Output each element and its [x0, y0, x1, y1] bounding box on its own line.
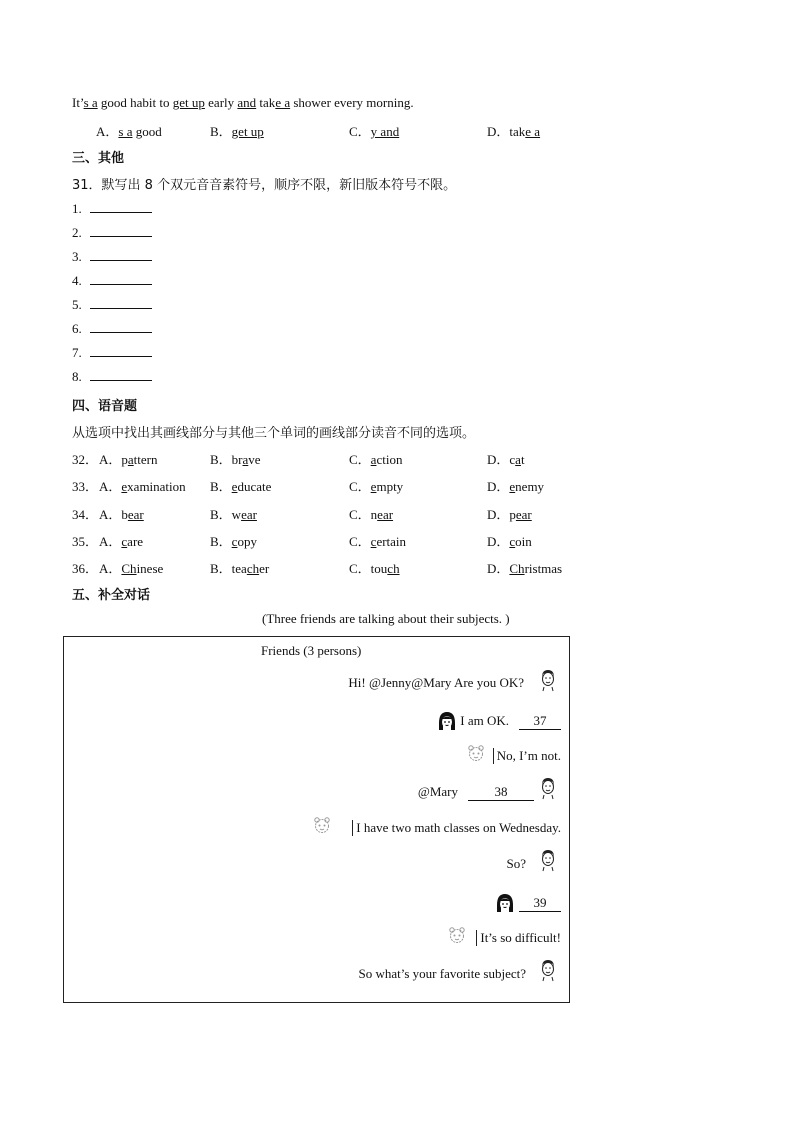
text: p: [509, 507, 516, 522]
q30-option-a[interactable]: [96, 121, 162, 140]
text: ttern: [133, 452, 158, 467]
option-letter: D．: [487, 507, 510, 522]
option-letter: A．: [99, 534, 122, 549]
message-1: [348, 675, 524, 691]
phonics-option[interactable]: [99, 504, 144, 523]
underlined-text: ear: [127, 507, 144, 522]
option-letter: C．: [349, 124, 371, 139]
text: ristmas: [524, 561, 563, 576]
text: p: [121, 452, 128, 467]
text: shower every morning.: [290, 95, 414, 110]
answer-blank[interactable]: [90, 322, 152, 333]
answer-blank-39[interactable]: 39: [519, 895, 561, 912]
option-letter: C．: [349, 479, 371, 494]
text: t: [520, 452, 525, 467]
answer-blank[interactable]: [90, 202, 152, 213]
option-letter: D．: [487, 534, 510, 549]
underlined-text: and: [237, 95, 257, 110]
message-9: [358, 966, 526, 982]
q30-option-b[interactable]: [210, 121, 264, 140]
option-letter: A．: [99, 452, 122, 467]
underlined-text: ear: [515, 507, 532, 522]
underlined-text: c: [121, 534, 128, 549]
message-text: @Mary: [417, 784, 458, 799]
option-letter: C．: [349, 534, 371, 549]
section-5-title: 五、补全对话: [72, 588, 151, 603]
option-letter: A．: [99, 507, 122, 522]
option-letter: A．: [96, 124, 119, 139]
answer-blank[interactable]: [90, 346, 152, 357]
underlined-text: c: [509, 534, 516, 549]
blank-number: 1.: [72, 201, 82, 216]
text: good: [132, 124, 162, 139]
underlined-text: c: [370, 534, 377, 549]
phonics-option[interactable]: [349, 558, 400, 577]
answer-blank[interactable]: [90, 226, 152, 237]
blank-row-5[interactable]: [72, 297, 152, 313]
phonics-option[interactable]: [487, 558, 562, 577]
message-5: [352, 820, 561, 836]
question-number: 32．: [72, 452, 99, 467]
underlined-text: c: [231, 534, 238, 549]
underlined-text: s a: [118, 124, 133, 139]
panda-avatar-icon: [448, 926, 466, 948]
phonics-option[interactable]: [349, 531, 406, 550]
section-4-instruction: 从选项中找出其画线部分与其他三个单词的画线部分读音不同的选项。: [72, 426, 476, 441]
q30-option-c[interactable]: [349, 121, 399, 140]
text: tak: [509, 124, 526, 139]
text: tak: [256, 95, 276, 110]
phonics-option[interactable]: [99, 531, 143, 550]
text: br: [231, 452, 243, 467]
blank-row-4[interactable]: [72, 273, 152, 289]
underlined-text: a: [127, 452, 134, 467]
text: tou: [370, 561, 388, 576]
answer-blank-38[interactable]: 38: [468, 784, 534, 801]
option-letter: B．: [210, 534, 232, 549]
q30-sentence: [72, 95, 414, 111]
option-letter: A．: [99, 561, 122, 576]
answer-blank[interactable]: [90, 370, 152, 381]
blank-number: 7.: [72, 345, 82, 360]
blank-row-6[interactable]: [72, 321, 152, 337]
option-letter: A．: [99, 479, 122, 494]
phonics-option[interactable]: [487, 476, 544, 495]
question-number: 33．: [72, 479, 99, 494]
underlined-text: ear: [377, 507, 394, 522]
text: inese: [136, 561, 164, 576]
blank-number: 8.: [72, 369, 82, 384]
underlined-text: e: [509, 479, 516, 494]
blank-number: 5.: [72, 297, 82, 312]
question-number: 34．: [72, 507, 99, 522]
text: xamination: [127, 479, 186, 494]
boy-avatar-icon: [539, 776, 557, 804]
q30-option-d[interactable]: [487, 121, 540, 140]
underlined-text: get up: [231, 124, 264, 139]
message-2: [460, 713, 561, 730]
text: It’: [72, 95, 84, 110]
option-letter: C．: [349, 507, 371, 522]
section-4-title: 四、语音题: [72, 399, 138, 414]
boy-avatar-icon: [539, 848, 557, 876]
option-letter: B．: [210, 124, 232, 139]
message-text: Hi! @Jenny@Mary Are you OK?: [348, 675, 524, 690]
message-text: No, I’m not.: [496, 748, 561, 763]
phonics-option[interactable]: [487, 504, 532, 523]
option-letter: D．: [487, 452, 510, 467]
message-7: [519, 895, 561, 912]
underlined-text: ch: [387, 561, 400, 576]
phonics-option[interactable]: [99, 476, 186, 495]
message-text: I am OK.: [460, 713, 509, 728]
text: oin: [515, 534, 532, 549]
text: early: [204, 95, 238, 110]
answer-blank[interactable]: [90, 298, 152, 309]
text: opy: [237, 534, 257, 549]
underlined-text: a: [515, 452, 521, 467]
option-letter: D．: [487, 124, 510, 139]
q31-question: 31．默写出 8 个双元音音素符号，顺序不限，新旧版本符号不限。: [72, 178, 457, 193]
option-letter: B．: [210, 479, 232, 494]
text: good habit to: [97, 95, 173, 110]
message-text: So?: [506, 856, 526, 871]
option-letter: D．: [487, 561, 510, 576]
dialogue-caption: (Three friends are talking about their subjects. ): [262, 611, 510, 626]
question-number: 35．: [72, 534, 99, 549]
text: c: [509, 452, 516, 467]
blank-number: 3.: [72, 249, 82, 264]
phonics-option[interactable]: [99, 558, 163, 577]
phonics-option[interactable]: [210, 558, 269, 577]
blank-row-8[interactable]: [72, 369, 152, 385]
boy-avatar-icon: [539, 958, 557, 986]
blank-row-1[interactable]: [72, 201, 152, 217]
text: are: [127, 534, 144, 549]
phonics-option[interactable]: [210, 531, 257, 550]
message-text: So what’s your favorite subject?: [358, 966, 526, 981]
chat-window: [63, 636, 570, 1003]
underlined-text: Ch: [121, 561, 137, 576]
message-text: I have two math classes on Wednesday.: [356, 820, 561, 835]
girl-avatar-icon: [437, 711, 457, 737]
text: tea: [231, 561, 247, 576]
text: b: [121, 507, 128, 522]
blank-number: 6.: [72, 321, 82, 336]
text: er: [259, 561, 270, 576]
question-number: 36．: [72, 561, 99, 576]
blank-number: 4.: [72, 273, 82, 288]
section-3-title: 三、其他: [72, 151, 125, 166]
text: ducate: [237, 479, 272, 494]
underlined-text: e: [231, 479, 238, 494]
option-letter: C．: [349, 561, 371, 576]
phonics-option[interactable]: [349, 476, 403, 495]
message-3: [493, 748, 561, 764]
panda-avatar-icon: [313, 816, 331, 838]
message-6: [507, 856, 527, 872]
boy-avatar-icon: [539, 668, 557, 696]
underlined-text: s a: [83, 95, 98, 110]
text: w: [231, 507, 242, 522]
panda-avatar-icon: [467, 744, 485, 766]
message-4: [418, 784, 534, 801]
text: ve: [248, 452, 261, 467]
underlined-text: e a: [275, 95, 291, 110]
text: mpty: [376, 479, 404, 494]
blank-row-2[interactable]: [72, 225, 152, 241]
underlined-text: Ch: [509, 561, 525, 576]
underlined-text: ear: [241, 507, 257, 522]
underlined-text: a: [242, 452, 249, 467]
blank-row-7[interactable]: [72, 345, 152, 361]
answer-blank-37[interactable]: 37: [519, 713, 561, 730]
blank-number: 2.: [72, 225, 82, 240]
phonics-option[interactable]: [349, 504, 393, 523]
underlined-text: a: [370, 452, 377, 467]
option-letter: C．: [349, 452, 371, 467]
answer-blank[interactable]: [90, 250, 152, 261]
underlined-text: e a: [525, 124, 541, 139]
underlined-text: e: [370, 479, 377, 494]
chat-title: Friends (3 persons): [261, 643, 362, 658]
underlined-text: e: [121, 479, 128, 494]
girl-avatar-icon: [495, 893, 515, 919]
phonics-option[interactable]: [210, 476, 271, 495]
underlined-text: get up: [172, 95, 205, 110]
blank-row-3[interactable]: [72, 249, 152, 265]
phonics-option[interactable]: [487, 531, 532, 550]
phonics-option[interactable]: [210, 504, 257, 523]
text: nemy: [515, 479, 545, 494]
phonics-option[interactable]: [210, 449, 261, 468]
phonics-option[interactable]: [349, 449, 402, 468]
underlined-text: y and: [370, 124, 400, 139]
option-letter: B．: [210, 452, 232, 467]
message-text: It’s so difficult!: [480, 930, 561, 945]
text: n: [370, 507, 378, 522]
message-8: [476, 930, 561, 946]
answer-blank[interactable]: [90, 274, 152, 285]
text: ertain: [376, 534, 407, 549]
option-letter: B．: [210, 561, 232, 576]
phonics-option[interactable]: [487, 449, 525, 468]
option-letter: D．: [487, 479, 510, 494]
text: ction: [376, 452, 403, 467]
phonics-option[interactable]: [99, 449, 158, 468]
underlined-text: ch: [246, 561, 260, 576]
option-letter: B．: [210, 507, 232, 522]
